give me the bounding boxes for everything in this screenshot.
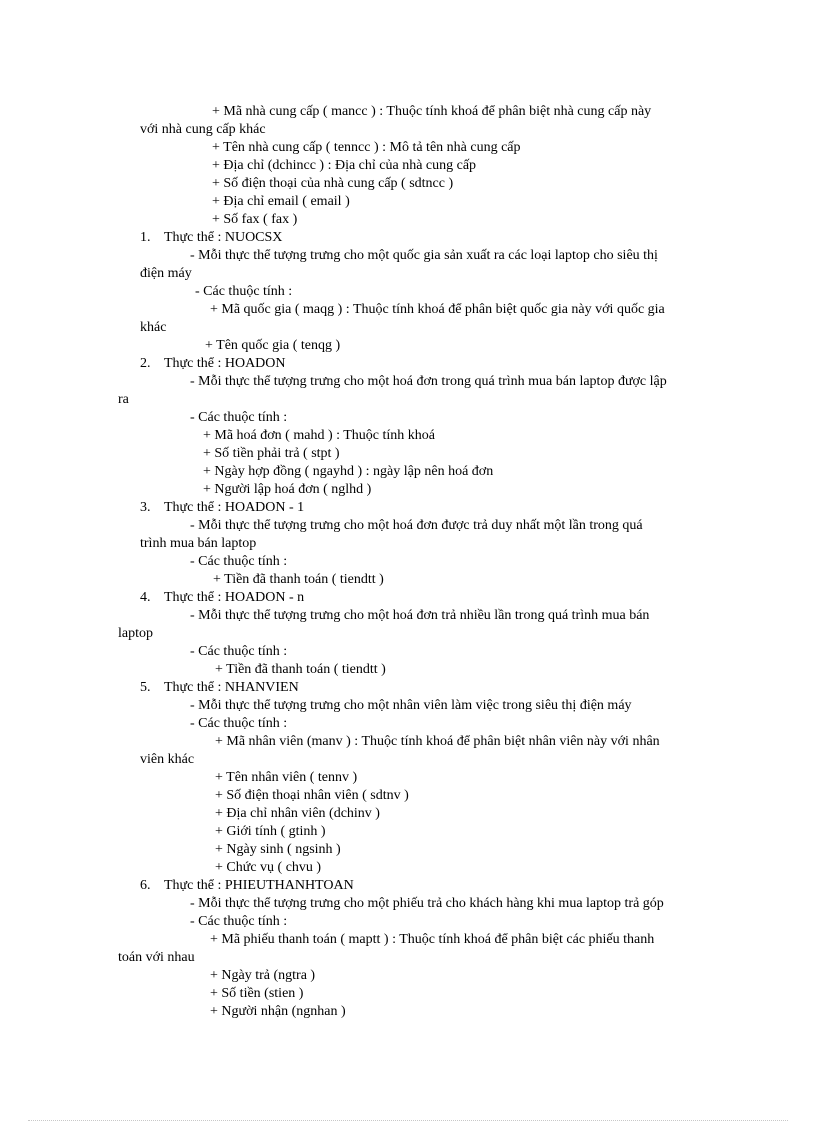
entity-description-cont: trình mua bán laptop xyxy=(140,536,257,551)
supplier-attr-mancc-cont: với nhà cung cấp khác xyxy=(140,122,266,137)
attributes-label: - Các thuộc tính : xyxy=(190,914,288,929)
attribute-item: + Người lập hoá đơn ( nglhd ) xyxy=(203,482,372,497)
supplier-attr-sdtncc: + Số điện thoại của nhà cung cấp ( sdtncc ) xyxy=(212,176,454,191)
entity-description: - Mỗi thực thể tượng trưng cho một hoá đơn trả nhiều lần trong quá trình mua bán xyxy=(190,608,650,623)
entity-number: 5. xyxy=(140,680,151,695)
attribute-item: + Mã quốc gia ( maqg ) : Thuộc tính khoá để phân biệt quốc gia này với quốc gia xyxy=(210,302,665,317)
entity-description: - Mỗi thực thể tượng trưng cho một quốc gia sản xuất ra các loại laptop cho siêu thị xyxy=(190,248,658,263)
entity-description: - Mỗi thực thể tượng trưng cho một hoá đơn được trả duy nhất một lần trong quá xyxy=(190,518,643,533)
attribute-item: + Mã nhân viên (manv ) : Thuộc tính khoá để phân biệt nhân viên này với nhân xyxy=(215,734,660,749)
supplier-attr-mancc: + Mã nhà cung cấp ( mancc ) : Thuộc tính khoá để phân biệt nhà cung cấp này xyxy=(212,104,652,119)
attribute-item: + Số tiền (stien ) xyxy=(210,986,304,1001)
entity-title: Thực thể : NHANVIEN xyxy=(164,680,299,695)
attribute-item: + Mã phiếu thanh toán ( maptt ) : Thuộc tính khoá để phân biệt các phiếu thanh xyxy=(210,932,655,947)
attribute-item-cont: toán với nhau xyxy=(118,950,195,965)
entity-number: 4. xyxy=(140,590,151,605)
attribute-item-cont: viên khác xyxy=(140,752,195,767)
supplier-attr-tenncc: + Tên nhà cung cấp ( tenncc ) : Mô tả tên nhà cung cấp xyxy=(212,140,521,155)
attribute-item: + Ngày hợp đồng ( ngayhd ) : ngày lập nên hoá đơn xyxy=(203,464,494,479)
attribute-item: + Giới tính ( gtinh ) xyxy=(215,824,326,839)
entity-heading-hoadon-n xyxy=(140,589,304,607)
supplier-attr-email: + Địa chỉ email ( email ) xyxy=(212,194,350,209)
entity-number: 3. xyxy=(140,500,151,515)
entity-description-cont: điện máy xyxy=(140,266,192,281)
entity-heading-phieuthanhtoan xyxy=(140,877,354,895)
supplier-attr-dchincc: + Địa chỉ (dchincc ) : Địa chỉ của nhà cung cấp xyxy=(212,158,477,173)
entity-heading-nhanvien xyxy=(140,679,299,697)
entity-description: - Mỗi thực thể tượng trưng cho một nhân viên làm việc trong siêu thị điện máy xyxy=(190,698,632,713)
entity-description: - Mỗi thực thể tượng trưng cho một phiếu trả cho khách hàng khi mua laptop trả góp xyxy=(190,896,664,911)
attribute-item: + Tên quốc gia ( tenqg ) xyxy=(205,338,341,353)
entity-title: Thực thể : HOADON - 1 xyxy=(164,500,305,515)
attribute-item: + Người nhận (ngnhan ) xyxy=(210,1004,346,1019)
page-bottom-rule xyxy=(28,1120,788,1121)
attribute-item: + Tên nhân viên ( tennv ) xyxy=(215,770,358,785)
entity-heading-hoadon xyxy=(140,355,286,373)
entity-heading-nuocsx xyxy=(140,229,282,247)
attribute-item: + Số điện thoại nhân viên ( sdtnv ) xyxy=(215,788,409,803)
entity-description-cont: ra xyxy=(118,392,129,407)
attribute-item-cont: khác xyxy=(140,320,167,335)
attribute-item: + Ngày trả (ngtra ) xyxy=(210,968,316,983)
entity-number: 1. xyxy=(140,230,151,245)
attribute-item: + Chức vụ ( chvu ) xyxy=(215,860,322,875)
attribute-item: + Địa chỉ nhân viên (dchinv ) xyxy=(215,806,380,821)
attributes-label: - Các thuộc tính : xyxy=(190,644,288,659)
supplier-attr-fax: + Số fax ( fax ) xyxy=(212,212,298,227)
entity-title: Thực thể : HOADON xyxy=(164,356,286,371)
attribute-item: + Tiền đã thanh toán ( tiendtt ) xyxy=(213,572,384,587)
entity-heading-hoadon-1 xyxy=(140,499,304,517)
attribute-item: + Mã hoá đơn ( mahd ) : Thuộc tính khoá xyxy=(203,428,435,443)
attribute-item: + Tiền đã thanh toán ( tiendtt ) xyxy=(215,662,386,677)
attributes-label: - Các thuộc tính : xyxy=(195,284,293,299)
entity-title: Thực thể : NUOCSX xyxy=(164,230,283,245)
entity-title: Thực thể : HOADON - n xyxy=(164,590,305,605)
attribute-item: + Ngày sinh ( ngsinh ) xyxy=(215,842,341,857)
attributes-label: - Các thuộc tính : xyxy=(190,554,288,569)
entity-title: Thực thể : PHIEUTHANHTOAN xyxy=(164,878,354,893)
entity-number: 6. xyxy=(140,878,151,893)
entity-number: 2. xyxy=(140,356,151,371)
attributes-label: - Các thuộc tính : xyxy=(190,410,288,425)
entity-description-cont: laptop xyxy=(118,626,153,641)
attributes-label: - Các thuộc tính : xyxy=(190,716,288,731)
entity-description: - Mỗi thực thể tượng trưng cho một hoá đơn trong quá trình mua bán laptop được lập xyxy=(190,374,667,389)
attribute-item: + Số tiền phải trả ( stpt ) xyxy=(203,446,340,461)
